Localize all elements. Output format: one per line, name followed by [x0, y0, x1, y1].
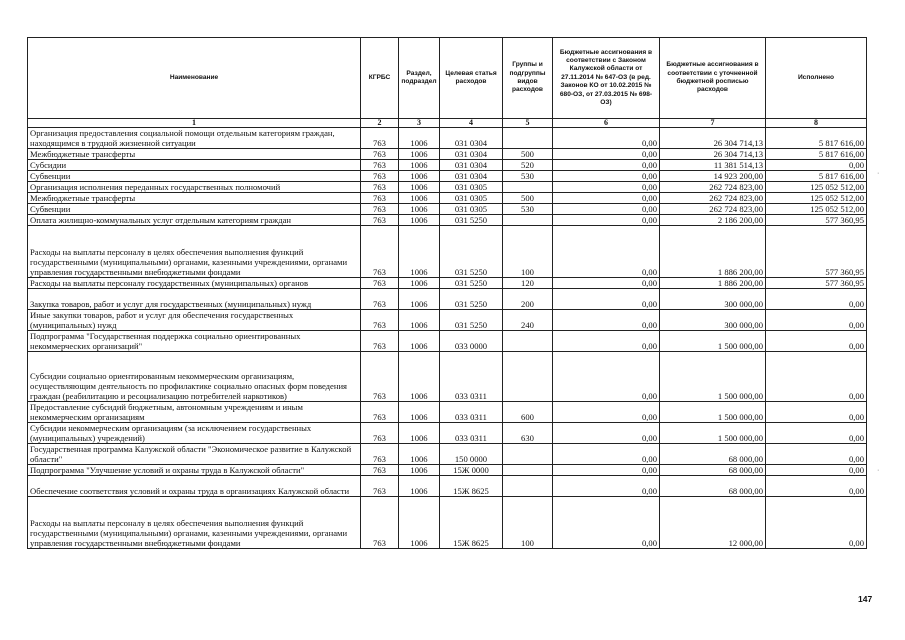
- table-row: [28, 465, 867, 476]
- table-row: [28, 497, 867, 549]
- cell-done: 0,00: [766, 465, 867, 476]
- cell-done: 0,00: [766, 331, 867, 352]
- cell-vr: [503, 476, 553, 497]
- cell-law: 0,00: [553, 278, 660, 289]
- table-row: [28, 310, 867, 331]
- cell-spec: 300 000,00: [660, 310, 766, 331]
- cell-razdel: 1006: [399, 215, 440, 226]
- col-header-law: Бюджетные ассигнования в соответствии с Законом Калужской области от 27.11.2014 № 647-ОЗ (в ред. Законов КО от 10.02.2015 № 680-ОЗ, от 27.03.2015 № 698-ОЗ): [553, 38, 660, 119]
- cell-name: Субсидии социально ориентированным некоммерческим организациям, осуществляющим деятельность по профилактике социально опасных форм поведения граждан (реабилитацию и ресоциализацию потребителей наркотиков): [28, 352, 361, 402]
- cell-done: 577 360,95: [766, 278, 867, 289]
- col-number: 2: [361, 119, 399, 128]
- cell-spec: 26 304 714,13: [660, 149, 766, 160]
- cell-csr: 031 5250: [440, 310, 503, 331]
- table-row: [28, 149, 867, 160]
- cell-razdel: 1006: [399, 497, 440, 549]
- cell-law: 0,00: [553, 476, 660, 497]
- table-row: [28, 278, 867, 289]
- cell-kgrbs: 763: [361, 352, 399, 402]
- scan-mark: ·: [877, 467, 880, 474]
- cell-law: 0,00: [553, 128, 660, 149]
- cell-csr: 033 0311: [440, 423, 503, 444]
- cell-spec: 1 886 200,00: [660, 278, 766, 289]
- table-row: [28, 476, 867, 497]
- cell-kgrbs: 763: [361, 444, 399, 465]
- cell-name: Субсидии: [28, 160, 361, 171]
- cell-csr: 031 0305: [440, 193, 503, 204]
- cell-csr: 031 0304: [440, 149, 503, 160]
- scan-mark: ·: [877, 170, 880, 177]
- cell-law: 0,00: [553, 423, 660, 444]
- cell-spec: 26 304 714,13: [660, 128, 766, 149]
- cell-kgrbs: 763: [361, 160, 399, 171]
- cell-spec: 68 000,00: [660, 444, 766, 465]
- cell-done: 5 817 616,00: [766, 128, 867, 149]
- cell-vr: 500: [503, 149, 553, 160]
- cell-vr: [503, 331, 553, 352]
- cell-name: Оплата жилищно-коммунальных услуг отдельным категориям граждан: [28, 215, 361, 226]
- cell-vr: 200: [503, 289, 553, 310]
- cell-name: Иные закупки товаров, работ и услуг для обеспечения государственных (муниципальных) нужд: [28, 310, 361, 331]
- cell-spec: 262 724 823,00: [660, 182, 766, 193]
- cell-name: Подпрограмма "Государственная поддержка социально ориентированных некоммерческих организаций": [28, 331, 361, 352]
- cell-name: Закупка товаров, работ и услуг для государственных (муниципальных) нужд: [28, 289, 361, 310]
- cell-name: Расходы на выплаты персоналу в целях обеспечения выполнения функций государственными (муниципальными) органами, казенными учреждениями, органами управления государственными внебюджетными фондами: [28, 497, 361, 549]
- cell-csr: 033 0000: [440, 331, 503, 352]
- cell-spec: 1 500 000,00: [660, 331, 766, 352]
- col-number: 8: [766, 119, 867, 128]
- cell-csr: 15Ж 8625: [440, 476, 503, 497]
- cell-done: 0,00: [766, 402, 867, 423]
- cell-name: Субвенции: [28, 171, 361, 182]
- cell-csr: 15Ж 8625: [440, 497, 503, 549]
- cell-done: 0,00: [766, 423, 867, 444]
- cell-kgrbs: 763: [361, 497, 399, 549]
- table-row: [28, 171, 867, 182]
- cell-name: Подпрограмма "Улучшение условий и охраны труда в Калужской области": [28, 465, 361, 476]
- cell-razdel: 1006: [399, 226, 440, 278]
- cell-kgrbs: 763: [361, 204, 399, 215]
- cell-csr: 031 0304: [440, 128, 503, 149]
- cell-csr: 031 5250: [440, 289, 503, 310]
- cell-name: Субсидии некоммерческим организациям (за исключением государственных (муниципальных) учреждений): [28, 423, 361, 444]
- cell-vr: [503, 182, 553, 193]
- cell-vr: 120: [503, 278, 553, 289]
- cell-razdel: 1006: [399, 476, 440, 497]
- cell-kgrbs: 763: [361, 402, 399, 423]
- cell-razdel: 1006: [399, 182, 440, 193]
- cell-law: 0,00: [553, 444, 660, 465]
- cell-vr: 520: [503, 160, 553, 171]
- cell-razdel: 1006: [399, 444, 440, 465]
- cell-csr: 031 0304: [440, 171, 503, 182]
- cell-csr: 031 5250: [440, 278, 503, 289]
- cell-kgrbs: 763: [361, 331, 399, 352]
- cell-csr: 031 0304: [440, 160, 503, 171]
- table-row: [28, 215, 867, 226]
- cell-law: 0,00: [553, 149, 660, 160]
- cell-spec: 1 500 000,00: [660, 423, 766, 444]
- table-row: [28, 289, 867, 310]
- cell-spec: 262 724 823,00: [660, 204, 766, 215]
- table-row: [28, 352, 867, 402]
- col-number: 3: [399, 119, 440, 128]
- col-number: 1: [28, 119, 361, 128]
- cell-kgrbs: 763: [361, 278, 399, 289]
- cell-spec: 12 000,00: [660, 497, 766, 549]
- cell-spec: 1 500 000,00: [660, 352, 766, 402]
- col-header-kgrbs: КГРБС: [361, 38, 399, 119]
- cell-law: 0,00: [553, 182, 660, 193]
- cell-kgrbs: 763: [361, 149, 399, 160]
- cell-vr: 240: [503, 310, 553, 331]
- cell-law: 0,00: [553, 310, 660, 331]
- cell-name: Субвенции: [28, 204, 361, 215]
- cell-razdel: 1006: [399, 160, 440, 171]
- table-row: [28, 182, 867, 193]
- cell-csr: 033 0311: [440, 402, 503, 423]
- cell-name: Межбюджетные трансферты: [28, 149, 361, 160]
- cell-kgrbs: 763: [361, 193, 399, 204]
- cell-kgrbs: 763: [361, 215, 399, 226]
- cell-spec: 14 923 200,00: [660, 171, 766, 182]
- col-header-razdel: Раздел, подраздел: [399, 38, 440, 119]
- cell-vr: 100: [503, 226, 553, 278]
- cell-law: 0,00: [553, 331, 660, 352]
- cell-csr: 031 5250: [440, 226, 503, 278]
- cell-razdel: 1006: [399, 278, 440, 289]
- col-header-spec: Бюджетные ассигнования в соответствии с уточненной бюджетной росписью расходов: [660, 38, 766, 119]
- cell-law: 0,00: [553, 226, 660, 278]
- cell-done: 125 052 512,00: [766, 182, 867, 193]
- cell-vr: 500: [503, 193, 553, 204]
- cell-done: 125 052 512,00: [766, 204, 867, 215]
- cell-csr: 031 5250: [440, 215, 503, 226]
- cell-razdel: 1006: [399, 310, 440, 331]
- cell-csr: 150 0000: [440, 444, 503, 465]
- cell-spec: 11 381 514,13: [660, 160, 766, 171]
- cell-csr: 031 0305: [440, 182, 503, 193]
- col-number: 4: [440, 119, 503, 128]
- cell-law: 0,00: [553, 352, 660, 402]
- cell-razdel: 1006: [399, 128, 440, 149]
- cell-name: Межбюджетные трансферты: [28, 193, 361, 204]
- col-number: 5: [503, 119, 553, 128]
- cell-law: 0,00: [553, 171, 660, 182]
- cell-kgrbs: 763: [361, 171, 399, 182]
- col-number: 6: [553, 119, 660, 128]
- cell-razdel: 1006: [399, 171, 440, 182]
- cell-razdel: 1006: [399, 423, 440, 444]
- cell-name: Расходы на выплаты персоналу государственных (муниципальных) органов: [28, 278, 361, 289]
- cell-done: 0,00: [766, 497, 867, 549]
- cell-kgrbs: 763: [361, 226, 399, 278]
- cell-kgrbs: 763: [361, 289, 399, 310]
- page-number: 147: [858, 594, 873, 604]
- table-header-row: [28, 38, 867, 119]
- cell-vr: [503, 465, 553, 476]
- cell-spec: 68 000,00: [660, 476, 766, 497]
- cell-name: Расходы на выплаты персоналу в целях обеспечения выполнения функций государственными (муниципальными) органами, казенными учреждениями, органами управления государственными внебюджетными фондами: [28, 226, 361, 278]
- cell-razdel: 1006: [399, 149, 440, 160]
- cell-kgrbs: 763: [361, 310, 399, 331]
- cell-done: 0,00: [766, 476, 867, 497]
- budget-table: [27, 37, 867, 549]
- table-body: [28, 128, 867, 549]
- cell-name: Обеспечение соответствия условий и охраны труда в организациях Калужской области: [28, 476, 361, 497]
- cell-done: 5 817 616,00: [766, 171, 867, 182]
- table-row: [28, 444, 867, 465]
- cell-vr: [503, 128, 553, 149]
- cell-razdel: 1006: [399, 402, 440, 423]
- table-row: [28, 226, 867, 278]
- cell-razdel: 1006: [399, 204, 440, 215]
- table-row: [28, 193, 867, 204]
- cell-vr: [503, 215, 553, 226]
- table-row: [28, 402, 867, 423]
- col-header-done: Исполнено: [766, 38, 867, 119]
- cell-done: 0,00: [766, 444, 867, 465]
- cell-spec: 68 000,00: [660, 465, 766, 476]
- cell-spec: 262 724 823,00: [660, 193, 766, 204]
- cell-name: Организация исполнения переданных государственных полномочий: [28, 182, 361, 193]
- col-header-vr: Группы и подгруппы видов расходов: [503, 38, 553, 119]
- cell-law: 0,00: [553, 402, 660, 423]
- cell-done: 0,00: [766, 310, 867, 331]
- cell-done: 0,00: [766, 289, 867, 310]
- cell-vr: [503, 444, 553, 465]
- cell-done: 0,00: [766, 160, 867, 171]
- cell-kgrbs: 763: [361, 423, 399, 444]
- cell-razdel: 1006: [399, 352, 440, 402]
- table-row: [28, 160, 867, 171]
- cell-razdel: 1006: [399, 465, 440, 476]
- cell-law: 0,00: [553, 497, 660, 549]
- table-row: [28, 204, 867, 215]
- cell-name: Государственная программа Калужской области "Экономическое развитие в Калужской области": [28, 444, 361, 465]
- cell-vr: 530: [503, 171, 553, 182]
- col-header-name: Наименование: [28, 38, 361, 119]
- table-row: [28, 128, 867, 149]
- cell-spec: 1 500 000,00: [660, 402, 766, 423]
- cell-csr: 031 0305: [440, 204, 503, 215]
- cell-law: 0,00: [553, 204, 660, 215]
- cell-kgrbs: 763: [361, 182, 399, 193]
- table-row: [28, 331, 867, 352]
- cell-vr: 100: [503, 497, 553, 549]
- cell-vr: [503, 352, 553, 402]
- cell-vr: 600: [503, 402, 553, 423]
- cell-razdel: 1006: [399, 193, 440, 204]
- column-number-row: [28, 119, 867, 128]
- cell-done: 125 052 512,00: [766, 193, 867, 204]
- col-header-csr: Целевая статья расходов: [440, 38, 503, 119]
- cell-kgrbs: 763: [361, 128, 399, 149]
- cell-law: 0,00: [553, 193, 660, 204]
- cell-done: 0,00: [766, 352, 867, 402]
- cell-name: Организация предоставления социальной помощи отдельным категориям граждан, находящимся в трудной жизненной ситуации: [28, 128, 361, 149]
- cell-law: 0,00: [553, 465, 660, 476]
- cell-law: 0,00: [553, 289, 660, 310]
- cell-csr: 033 0311: [440, 352, 503, 402]
- cell-name: Предоставление субсидий бюджетным, автономным учреждениям и иным некоммерческим организациям: [28, 402, 361, 423]
- cell-done: 5 817 616,00: [766, 149, 867, 160]
- cell-csr: 15Ж 0000: [440, 465, 503, 476]
- cell-spec: 2 186 200,00: [660, 215, 766, 226]
- cell-done: 577 360,95: [766, 226, 867, 278]
- cell-spec: 1 886 200,00: [660, 226, 766, 278]
- table-row: [28, 423, 867, 444]
- cell-vr: 630: [503, 423, 553, 444]
- cell-kgrbs: 763: [361, 465, 399, 476]
- col-number: 7: [660, 119, 766, 128]
- cell-kgrbs: 763: [361, 476, 399, 497]
- cell-law: 0,00: [553, 160, 660, 171]
- cell-razdel: 1006: [399, 331, 440, 352]
- cell-done: 577 360,95: [766, 215, 867, 226]
- cell-vr: 530: [503, 204, 553, 215]
- cell-razdel: 1006: [399, 289, 440, 310]
- cell-spec: 300 000,00: [660, 289, 766, 310]
- cell-law: 0,00: [553, 215, 660, 226]
